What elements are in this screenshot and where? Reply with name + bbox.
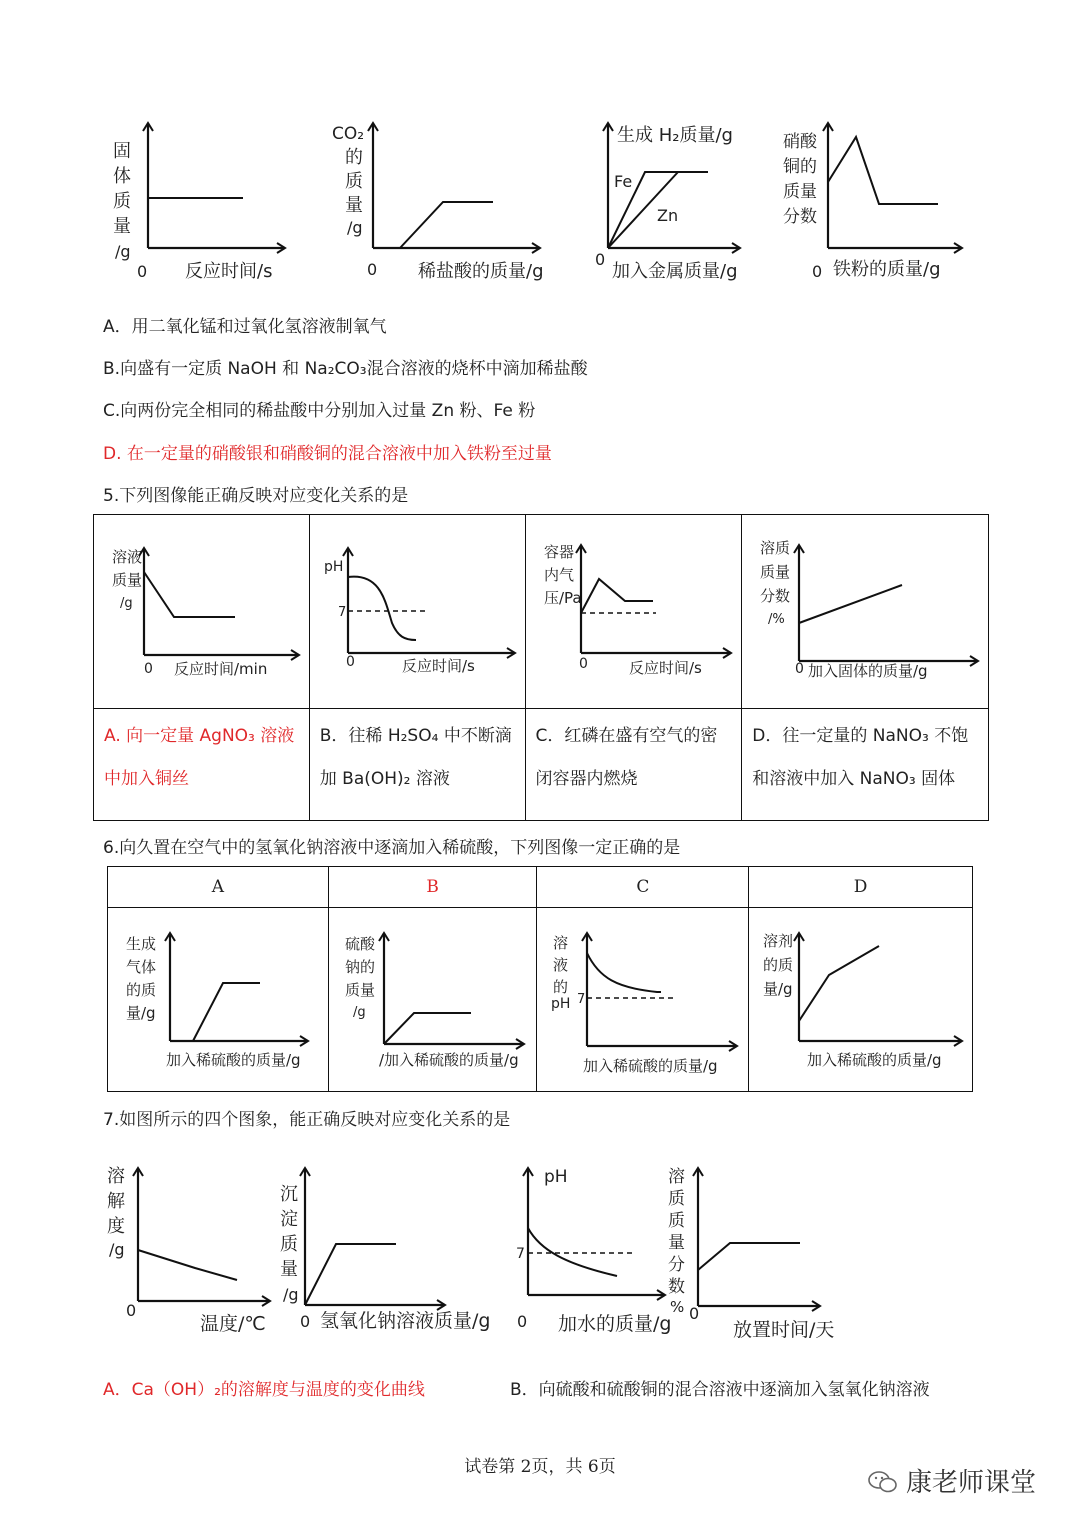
svg-text:/g: /g [352, 1005, 366, 1020]
q6-graph-c [537, 908, 748, 1092]
svg-text:度: 度 [107, 1216, 125, 1237]
svg-text:淀: 淀 [280, 1209, 298, 1230]
svg-text:7: 7 [516, 1246, 525, 1262]
q5-caption-c: C．红磷在盛有空气的密闭容器内燃烧 [535, 726, 718, 789]
svg-text:0: 0 [517, 1312, 528, 1331]
svg-text:溶: 溶 [553, 934, 569, 952]
watermark-text: 康老师课堂 [906, 1468, 1037, 1498]
svg-text:质: 质 [668, 1211, 685, 1231]
svg-text:0: 0 [578, 656, 588, 672]
svg-text:溶剂: 溶剂 [763, 932, 794, 950]
q6-header-a: A [211, 877, 224, 897]
svg-text:加入金属质量/g: 加入金属质量/g [612, 261, 738, 282]
svg-text:0: 0 [367, 260, 378, 279]
svg-text:分: 分 [668, 1255, 685, 1275]
svg-text:反应时间/s: 反应时间/s [401, 657, 475, 675]
svg-text:CO₂: CO₂ [332, 124, 365, 144]
svg-text:生成 H₂质量/g: 生成 H₂质量/g [617, 125, 733, 146]
svg-text:加入稀硫酸的质量/g: 加入稀硫酸的质量/g [807, 1051, 942, 1069]
q7-graph-d [660, 1160, 850, 1340]
q7-option-a-answer: A．Ca（OH）₂的溶解度与温度的变化曲线 [103, 1380, 425, 1400]
svg-text:量: 量 [280, 1259, 298, 1280]
svg-text:0: 0 [345, 654, 355, 670]
svg-text:量: 量 [668, 1233, 685, 1253]
q4-option-d-answer: D. 在一定量的硝酸银和硝酸铜的混合溶液中加入铁粉至过量 [103, 444, 552, 464]
svg-text:数: 数 [668, 1277, 685, 1297]
svg-text:/g: /g [115, 242, 131, 261]
svg-text:的: 的 [345, 147, 363, 168]
svg-text:质量: 质量 [760, 563, 791, 581]
svg-text:7: 7 [577, 992, 586, 1007]
q4-option-b: B.向盛有一定质 NaOH 和 Na₂CO₃混合溶液的烧杯中滴加稀盐酸 [103, 359, 588, 379]
svg-text:容器: 容器 [543, 543, 574, 561]
q6-graph-b [329, 908, 537, 1092]
page-footer: 试卷第 2页，共 6页 [464, 1457, 616, 1477]
q4a-yl-0: 固 [113, 141, 131, 162]
svg-text:加入固体的质量/g: 加入固体的质量/g [808, 662, 928, 680]
q6-header-c: C [636, 877, 650, 897]
q5-caption-d: D．往一定量的 NaNO₃ 不饱和溶液中加入 NaNO₃ 固体 [752, 726, 969, 789]
svg-text:的质: 的质 [763, 956, 794, 974]
q5-graph-b [310, 515, 525, 709]
svg-text:Fe: Fe [614, 172, 633, 191]
svg-text:%: % [670, 1298, 685, 1316]
wechat-icon [868, 1470, 898, 1494]
svg-text:溶质: 溶质 [760, 539, 791, 557]
svg-text:0: 0 [300, 1312, 311, 1331]
svg-text:Zn: Zn [657, 206, 679, 225]
svg-text:0: 0 [595, 250, 606, 269]
svg-text:压/Pa: 压/Pa [543, 589, 582, 607]
svg-text:0: 0 [812, 262, 823, 281]
q5-graph-c [526, 515, 742, 709]
svg-text:/加入稀硫酸的质量/g: /加入稀硫酸的质量/g [378, 1051, 519, 1069]
svg-text:质: 质 [668, 1189, 685, 1209]
q5-caption-b: B．往稀 H₂SO₄ 中不断滴加 Ba(OH)₂ 溶液 [319, 726, 512, 789]
svg-text:/g: /g [347, 218, 363, 237]
svg-text:溶: 溶 [107, 1166, 125, 1187]
q4-graph-b [330, 115, 560, 290]
q7-graph-a [100, 1160, 280, 1340]
q4-graph-c [590, 115, 770, 290]
q4-option-c: C.向两份完全相同的稀盐酸中分别加入过量 Zn 粉、Fe 粉 [103, 401, 536, 421]
svg-text:质: 质 [113, 191, 131, 212]
svg-text:反应时间/s: 反应时间/s [628, 659, 702, 677]
svg-text:pH: pH [323, 559, 344, 575]
q4-graph-d [780, 115, 970, 290]
q7-title: 7.如图所示的四个图象，能正确反映对应变化关系的是 [103, 1110, 511, 1130]
svg-text:分数: 分数 [783, 207, 817, 227]
svg-text:溶: 溶 [668, 1167, 685, 1187]
svg-text:/g: /g [109, 1240, 125, 1259]
svg-text:量/g: 量/g [126, 1004, 156, 1022]
q6-graph-d [749, 908, 972, 1092]
svg-text:量/g: 量/g [763, 980, 793, 998]
svg-text:钠的: 钠的 [344, 958, 375, 976]
svg-text:0: 0 [126, 1301, 137, 1320]
svg-text:液: 液 [553, 956, 569, 974]
q5-table [93, 514, 989, 821]
svg-text:反应时间/s: 反应时间/s [185, 261, 273, 282]
svg-text:/g: /g [283, 1285, 299, 1304]
q5-caption-a-answer: A. 向一定量 AgNO₃ 溶液中加入铜丝 [104, 726, 295, 789]
svg-text:pH: pH [544, 1167, 568, 1187]
svg-text:气体: 气体 [126, 958, 157, 976]
svg-text:放置时间/天: 放置时间/天 [733, 1319, 835, 1341]
q7-graph-c [510, 1160, 680, 1340]
svg-text:加水的质量/g: 加水的质量/g [558, 1313, 672, 1335]
svg-text:的: 的 [553, 978, 569, 996]
svg-text:加入稀硫酸的质量/g: 加入稀硫酸的质量/g [166, 1051, 301, 1069]
q5-title: 5.下列图像能正确反映对应变化关系的是 [103, 486, 409, 506]
svg-text:生成: 生成 [126, 935, 157, 953]
svg-text:质: 质 [345, 171, 363, 192]
svg-text:硝酸: 硝酸 [783, 132, 817, 152]
svg-text:7: 7 [337, 605, 347, 620]
q6-table [107, 866, 973, 1092]
svg-text:铜的: 铜的 [783, 157, 817, 177]
svg-text:0: 0 [144, 661, 153, 677]
svg-text:质量: 质量 [783, 182, 817, 202]
svg-text:加入稀硫酸的质量/g: 加入稀硫酸的质量/g [583, 1057, 719, 1075]
svg-text:解: 解 [107, 1191, 125, 1212]
q4-graph-a [105, 115, 295, 290]
svg-text:温度/℃: 温度/℃ [200, 1313, 266, 1335]
svg-text:内气: 内气 [543, 566, 574, 584]
q6-header-b-answer: B [426, 877, 439, 897]
q6-title: 6.向久置在空气中的氢氧化钠溶液中逐滴加入稀硫酸，下列图像一定正确的是 [103, 838, 681, 858]
svg-text:体: 体 [113, 166, 131, 187]
svg-text:pH: pH [551, 996, 571, 1012]
svg-text:量: 量 [345, 195, 363, 216]
q6-graph-a [108, 908, 328, 1092]
svg-text:的质: 的质 [126, 981, 157, 999]
svg-text:质: 质 [280, 1234, 298, 1255]
svg-text:铁粉的质量/g: 铁粉的质量/g [833, 259, 941, 280]
q4-option-a: A．用二氧化锰和过氧化氢溶液制氧气 [103, 317, 387, 337]
svg-text:/g: /g [120, 596, 133, 611]
q7-option-b: B．向硫酸和硫酸铜的混合溶液中逐滴加入氢氧化钠溶液 [510, 1380, 930, 1400]
svg-text:量: 量 [113, 216, 131, 237]
q5-graph-a [94, 515, 309, 709]
svg-text:沉: 沉 [280, 1184, 298, 1205]
svg-text:质量: 质量 [344, 981, 375, 999]
svg-text:反应时间/min: 反应时间/min [174, 660, 268, 678]
svg-text:氢氧化钠溶液质量/g: 氢氧化钠溶液质量/g [320, 1310, 491, 1332]
svg-text:0: 0 [689, 1304, 700, 1323]
svg-text:稀盐酸的质量/g: 稀盐酸的质量/g [418, 261, 544, 282]
svg-text:0: 0 [137, 262, 148, 281]
q5-graph-d [742, 515, 988, 709]
svg-text:硫酸: 硫酸 [344, 935, 375, 953]
svg-text:溶液: 溶液 [112, 548, 143, 566]
svg-text:分数: 分数 [760, 587, 791, 605]
svg-text:质量: 质量 [112, 571, 143, 589]
q7-graph-b [275, 1160, 515, 1340]
q6-header-d: D [853, 877, 868, 897]
svg-text:0: 0 [795, 661, 805, 677]
svg-text:/%: /% [768, 612, 785, 627]
